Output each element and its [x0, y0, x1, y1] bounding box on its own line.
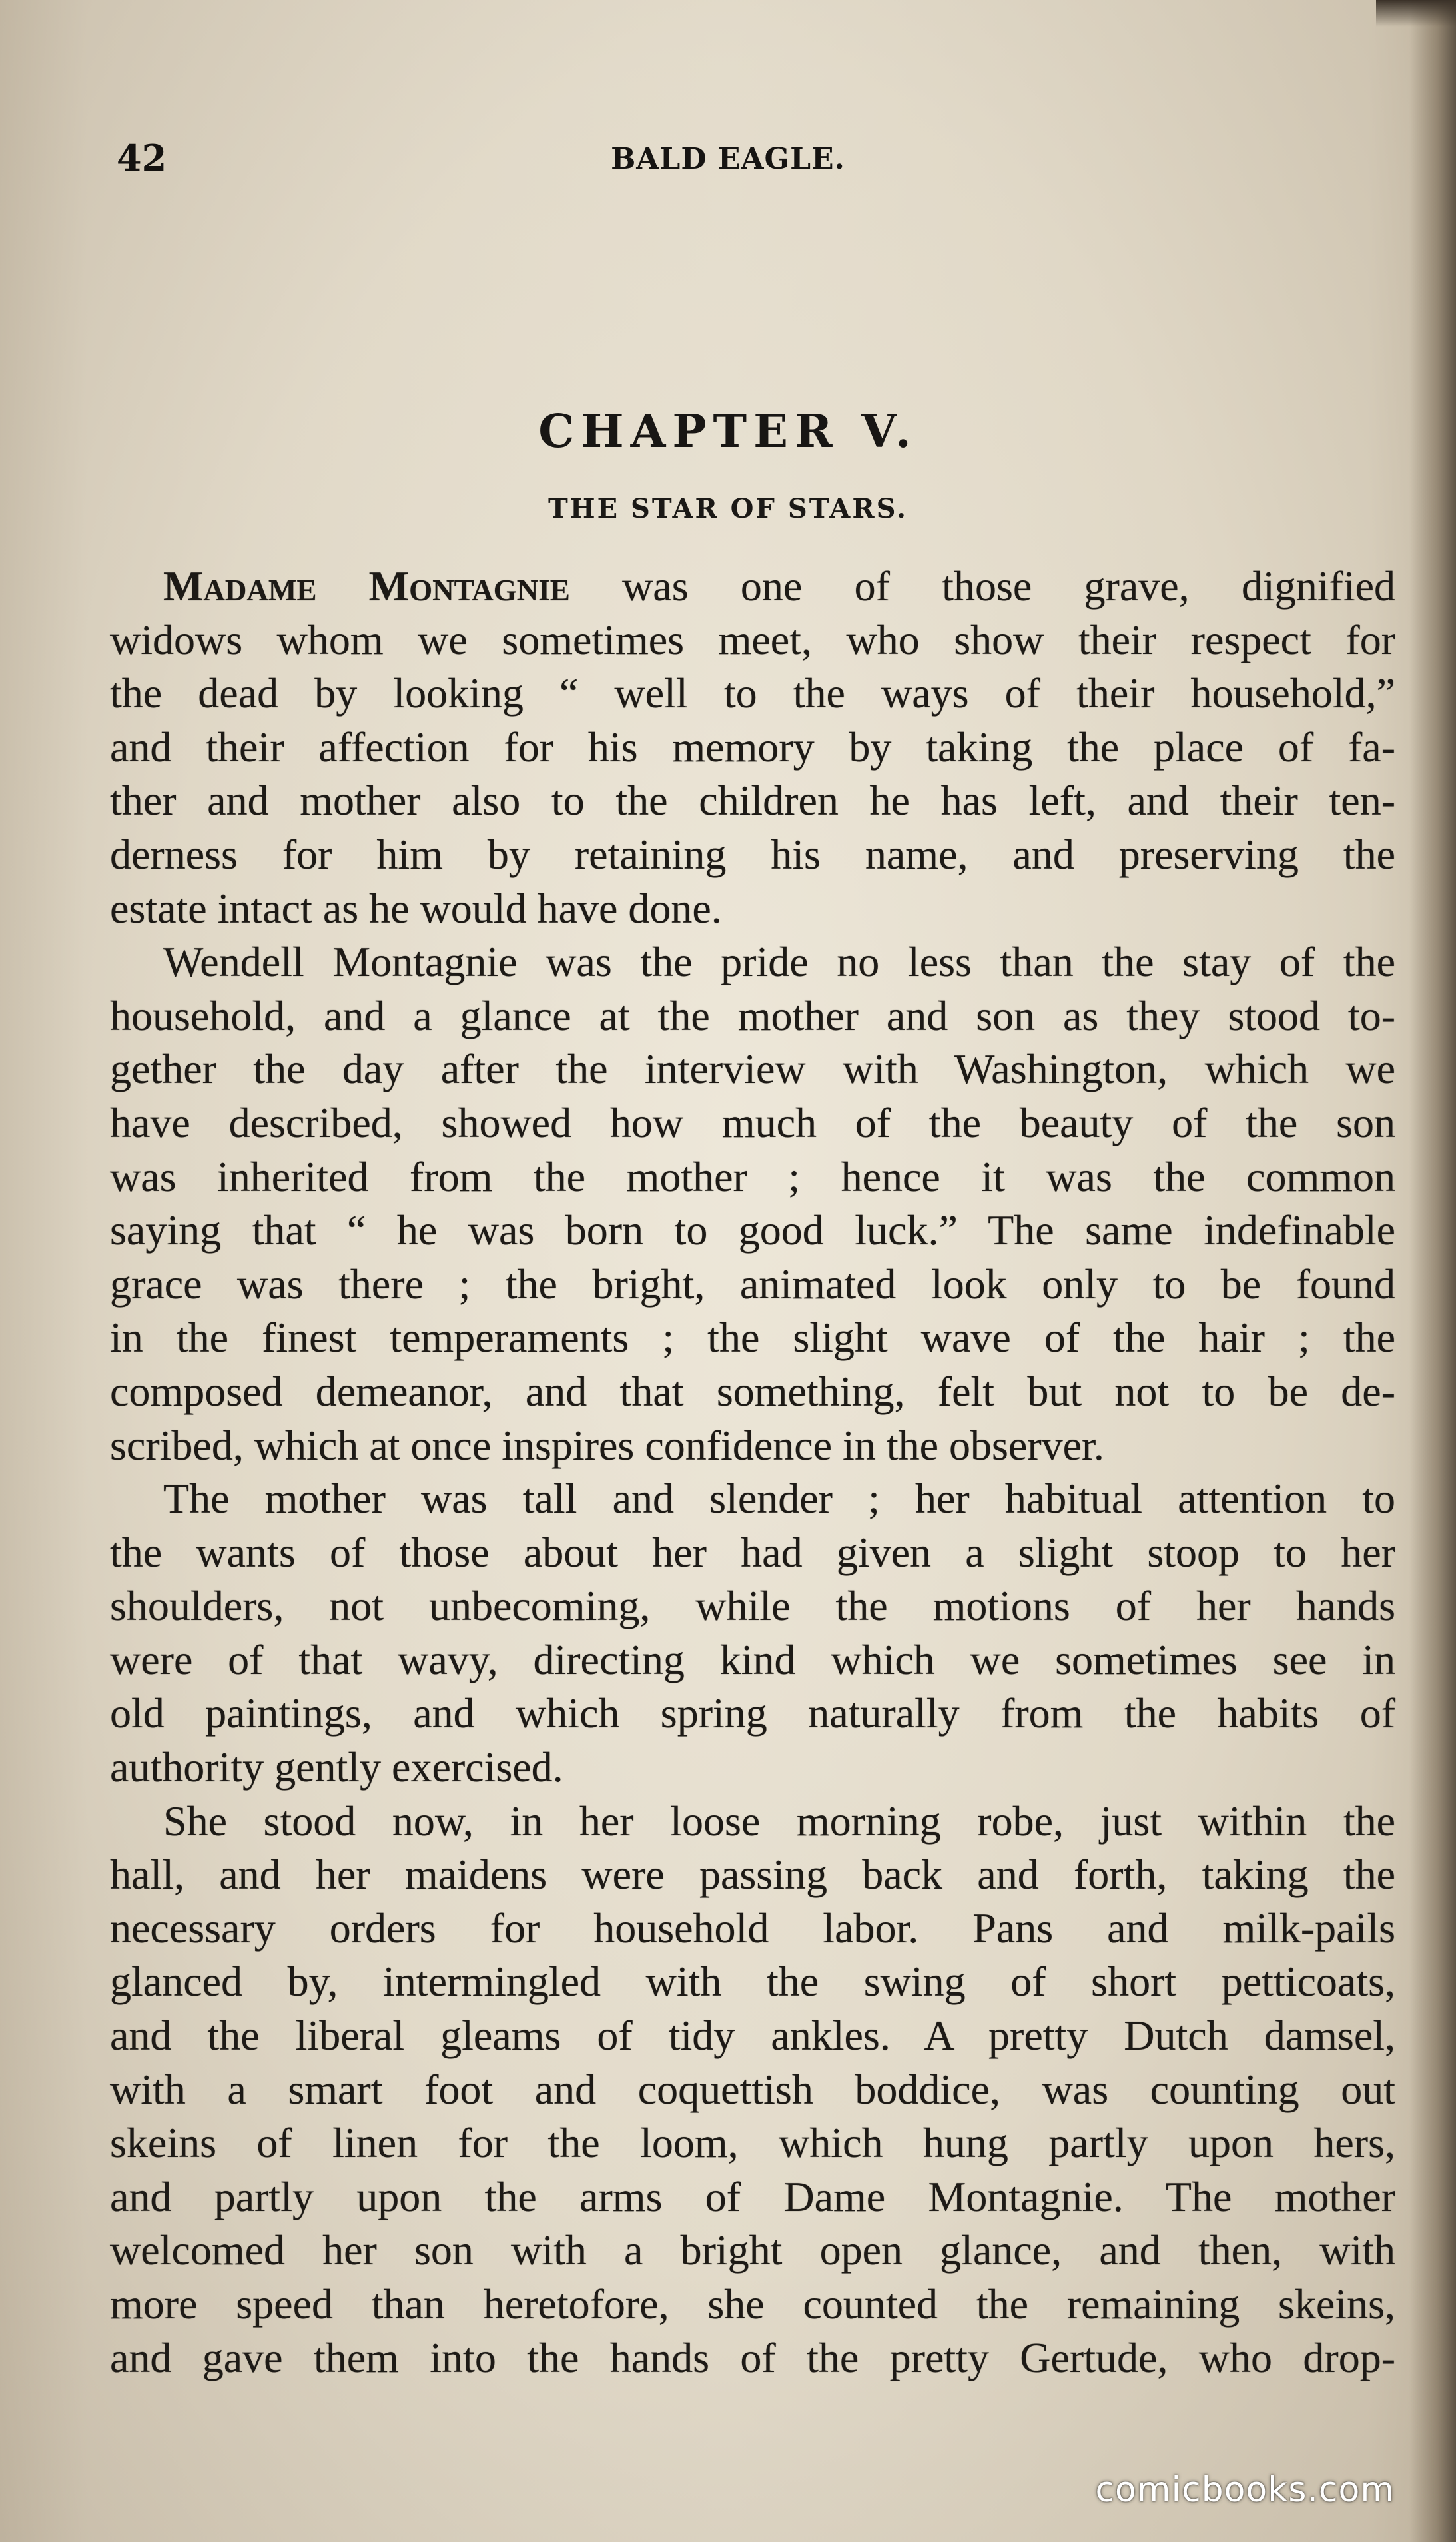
text-line: with a smart foot and coquettish boddice, was counting out [110, 2065, 1395, 2113]
text-line: grace was there ; the bright, animated look only to be found [110, 1260, 1395, 1308]
text-line [110, 560, 1395, 614]
text-line: ther and mother also to the children he has left, and their ten- [110, 777, 1395, 825]
running-head [0, 137, 1456, 177]
text-line: household, and a glance at the mother and son as they stood to- [110, 991, 1395, 1039]
text-line: hall, and her maidens were passing back and forth, taking the [110, 1851, 1395, 1899]
chapter-heading: CHAPTER V. [538, 405, 918, 458]
text-line: Wendell Montagnie was the pride no less than the stay of the [163, 938, 1395, 986]
page-edge-shadow [1409, 0, 1456, 2542]
text-line: composed demeanor, and that something, felt but not to be de- [110, 1367, 1395, 1415]
text-line: scribed, which at once inspires confidence in the observer. [110, 1421, 1104, 1469]
watermark: comicbooks.com [1095, 2470, 1395, 2510]
body-text [110, 560, 1395, 2385]
text-line: the dead by looking “ well to the ways of their household,” [110, 669, 1395, 717]
text-line: estate intact as he would have done. [110, 884, 722, 932]
text-line: the wants of those about her had given a slight stoop to her [110, 1528, 1395, 1576]
text-line: and gave them into the hands of the pretty Gertude, who drop- [110, 2333, 1395, 2381]
text-line: shoulders, not unbecoming, while the motions of her hands [110, 1582, 1395, 1630]
text-line: and the liberal gleams of tidy ankles. A pretty Dutch damsel, [110, 2012, 1395, 2060]
chapter-subtitle: THE STAR OF STARS. [548, 493, 908, 524]
text-line: The mother was tall and slender ; her habitual attention to [163, 1475, 1395, 1523]
text-line: was inherited from the mother ; hence it was the common [110, 1152, 1395, 1200]
text-line: authority gently exercised. [110, 1743, 563, 1791]
text-line: necessary orders for household labor. Pans and milk-pails [110, 1904, 1395, 1952]
page-corner-shadow [1376, 0, 1456, 27]
opening-line-rest: was one of those grave, dignified [569, 562, 1395, 610]
text-line: and their affection for his memory by taking the place of fa- [110, 723, 1395, 771]
book-title: BALD EAGLE. [611, 142, 845, 176]
text-line: more speed than heretofore, she counted the remaining skeins, [110, 2280, 1395, 2328]
text-line: and partly upon the arms of Dame Montagnie. The mother [110, 2172, 1395, 2220]
text-line: She stood now, in her loose morning robe, just within the [163, 1797, 1395, 1845]
page-number: 42 [117, 137, 167, 179]
text-line: skeins of linen for the loom, which hung partly upon hers, [110, 2119, 1395, 2167]
text-line: gether the day after the interview with Washington, which we [110, 1045, 1395, 1093]
text-line: saying that “ he was born to good luck.” The same indefinable [110, 1206, 1395, 1254]
text-line: welcomed her son with a bright open glance, and then, with [110, 2226, 1395, 2274]
opening-small-caps: Madame Montagnie [163, 562, 570, 610]
text-line: old paintings, and which spring naturally from the habits of [110, 1689, 1395, 1737]
text-line: have described, showed how much of the beauty of the son [110, 1098, 1395, 1146]
text-line: in the finest temperaments ; the slight wave of the hair ; the [110, 1314, 1395, 1362]
text-line: widows whom we sometimes meet, who show their respect for [110, 616, 1395, 663]
text-line: were of that wavy, directing kind which we sometimes see in [110, 1635, 1395, 1683]
text-line: glanced by, intermingled with the swing of short petticoats, [110, 1958, 1395, 2006]
text-line: derness for him by retaining his name, and preserving the [110, 830, 1395, 878]
